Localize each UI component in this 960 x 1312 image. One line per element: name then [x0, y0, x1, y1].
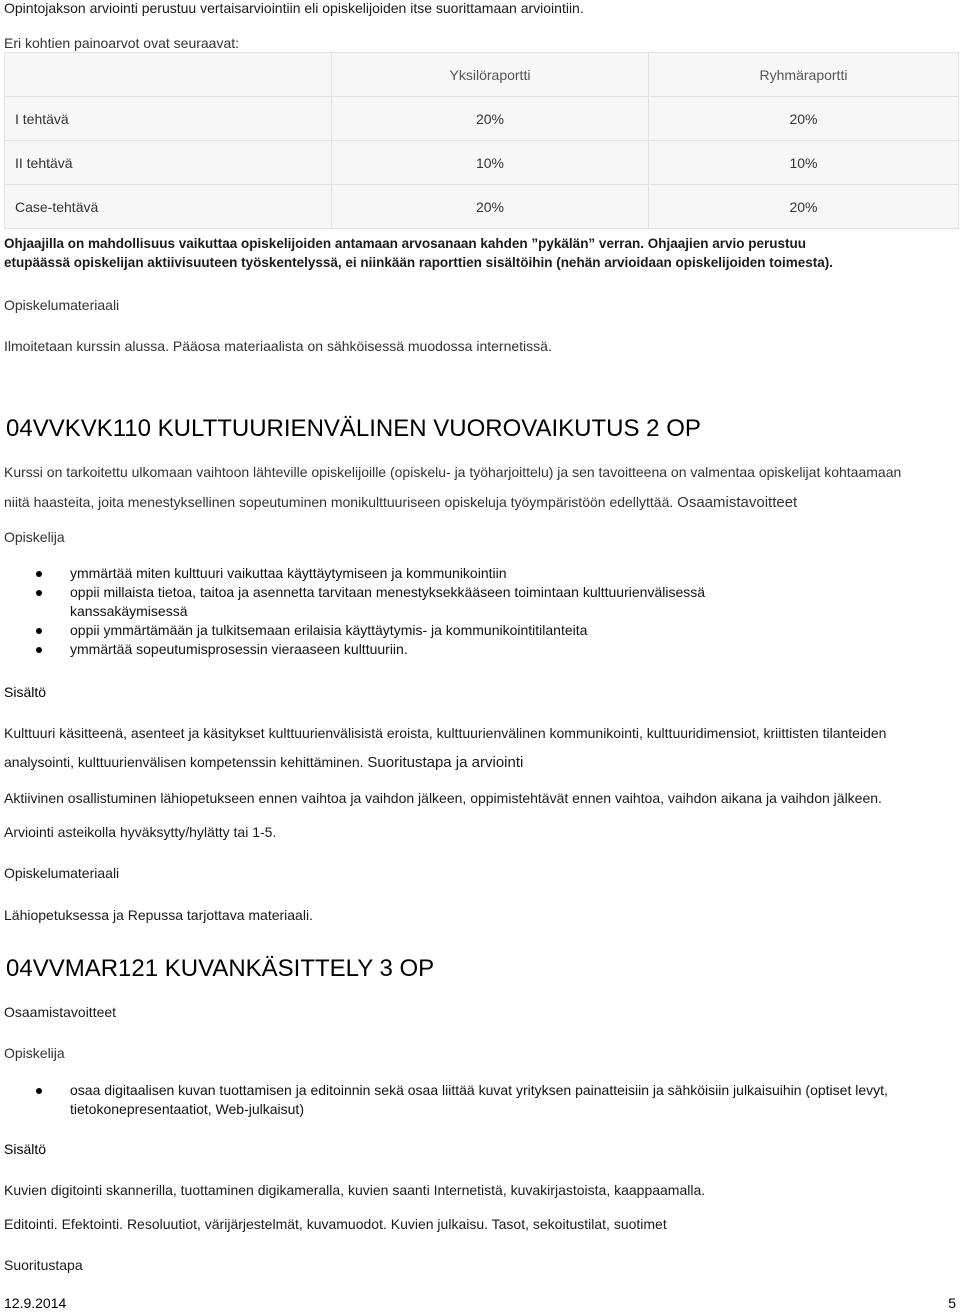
table-cell: 20%: [332, 97, 649, 141]
materials-heading: Opiskelumateriaali: [4, 297, 120, 313]
method-heading: Suoritustapa: [4, 1257, 83, 1273]
table-cell: 20%: [649, 185, 959, 229]
content-text: analysointi, kulttuurienvälisen kompetenssin kehittäminen.: [4, 754, 364, 770]
table-cell: 10%: [649, 141, 959, 185]
table-cell: 10%: [332, 141, 649, 185]
course-description-line-1: Kurssi on tarkoitettu ulkomaan vaihtoon lähteville opiskelijoille (opiskelu- ja työharjoittelu) ja sen tavoitteena on valmentaa opiskelijat kohtaamaan: [4, 464, 902, 480]
materials-text: Lähiopetuksessa ja Repussa tarjottava materiaali.: [4, 907, 313, 923]
goals-heading: Osaamistavoitteet: [677, 494, 798, 511]
table-cell: II tehtävä: [5, 141, 332, 185]
materials-text: Ilmoitetaan kurssin alussa. Pääosa materiaalista on sähköisessä muodossa internetissä.: [4, 338, 552, 354]
table-row: [5, 141, 959, 185]
learning-goals-list: [0, 564, 960, 659]
materials-heading: Opiskelumateriaali: [4, 865, 120, 881]
content-line-2: Editointi. Efektointi. Resoluutiot, värijärjestelmät, kuvamuodot. Kuvien julkaisu. Tasot, sekoitustilat, suotimet: [4, 1216, 667, 1232]
note-line-2: etupäässä opiskelijan aktiivisuuteen työskentelyssä, ei niinkään raporttien sisältöihin (nehän arvioidaan opiskelijoiden toimesta).: [4, 255, 834, 270]
content-heading: Sisältö: [4, 684, 47, 700]
content-line-1: Kulttuuri käsitteenä, asenteet ja käsitykset kulttuurienvälisistä eroista, kulttuurienvälinen kommunikointi, kulttuuridimensiot, kriittisten tilanteiden: [4, 725, 887, 741]
table-header-row: [5, 53, 959, 97]
bullet-icon: [36, 647, 42, 653]
footer-date: 12.9.2014: [4, 1295, 67, 1311]
bullet-icon: [36, 571, 42, 577]
list-item-text: oppii ymmärtämään ja tulkitsemaan erilaisia käyttäytymis- ja kommunikointitilanteita: [70, 622, 588, 638]
table-header-cell: [5, 53, 332, 97]
table-row: [5, 185, 959, 229]
course-description-text: niitä haasteita, joita menestyksellinen sopeutuminen monikulttuuriseen opiskeluja työympäristöön edellyttää.: [4, 494, 674, 510]
bullet-icon: [36, 1088, 42, 1094]
bullet-icon: [36, 628, 42, 634]
content-line-1: Kuvien digitointi skannerilla, tuottaminen digikameralla, kuvien saanti Internetistä, kuvakirjastoista, kaappaamalla.: [4, 1182, 706, 1198]
list-item-text: osaa digitaalisen kuvan tuottamisen ja editoinnin sekä osaa liittää kuvat yrityksen painatteisiin ja sähköisiin julkaisuihin (optiset levyt,: [70, 1082, 888, 1098]
content-heading: Sisältö: [4, 1141, 47, 1157]
list-item: [0, 621, 960, 640]
method-text: Aktiivinen osallistuminen lähiopetukseen ennen vaihtoa ja vaihdon jälkeen, oppimistehtävät ennen vaihtoa, vaihdon aikana ja vaihdon jälkeen.: [4, 790, 882, 806]
table-header-cell: Ryhmäraportti: [649, 53, 959, 97]
list-item: [0, 583, 770, 621]
grading-text: Arviointi asteikolla hyväksytty/hylätty tai 1-5.: [4, 824, 277, 840]
course-title: 04VVMAR121 KUVANKÄSITTELY 3 OP: [6, 955, 435, 982]
intro-line-1: Opintojakson arviointi perustuu vertaisarviointiin eli opiskelijoiden itse suorittamaan arviointiin.: [4, 0, 584, 16]
bullet-icon: [36, 590, 42, 596]
course-title: 04VVKVK110 KULTTUURIENVÄLINEN VUOROVAIKUTUS 2 OP: [6, 415, 701, 442]
table-cell: 20%: [649, 97, 959, 141]
course-description-line-2: [4, 494, 956, 511]
list-item: [0, 564, 960, 583]
learning-goals-list: [0, 1081, 960, 1119]
weights-table: [4, 52, 959, 229]
table-cell: 20%: [332, 185, 649, 229]
footer-page-number: 5: [948, 1295, 956, 1311]
goals-heading: Osaamistavoitteet: [4, 1004, 117, 1020]
list-item-text: ymmärtää miten kulttuuri vaikuttaa käyttäytymiseen ja kommunikointiin: [70, 565, 507, 581]
intro-line-2: Eri kohtien painoarvot ovat seuraavat:: [4, 35, 240, 51]
list-item-text: ymmärtää sopeutumisprosessin vieraaseen kulttuuriin.: [70, 641, 408, 657]
note-line-1: Ohjaajilla on mahdollisuus vaikuttaa opiskelijoiden antamaan arvosanaan kahden ”pykälän” verran. Ohjaajien arvio perustuu: [4, 236, 807, 251]
table-cell: I tehtävä: [5, 97, 332, 141]
table-row: [5, 97, 959, 141]
list-item-text: oppii millaista tietoa, taitoa ja asennetta tarvitaan menestyksekkääseen toimintaan kulttuurienvälisessä kanssakäymisessä: [70, 584, 706, 619]
content-line-2: [4, 754, 956, 771]
student-label: Opiskelija: [4, 1045, 65, 1061]
list-item: [0, 1081, 960, 1119]
table-header-cell: Yksilöraportti: [332, 53, 649, 97]
method-heading: Suoritustapa ja arviointi: [367, 754, 524, 771]
list-item-text: tietokonepresentaatiot, Web-julkaisut): [70, 1101, 304, 1117]
student-label: Opiskelija: [4, 529, 65, 545]
table-cell: Case-tehtävä: [5, 185, 332, 229]
list-item: [0, 640, 960, 659]
